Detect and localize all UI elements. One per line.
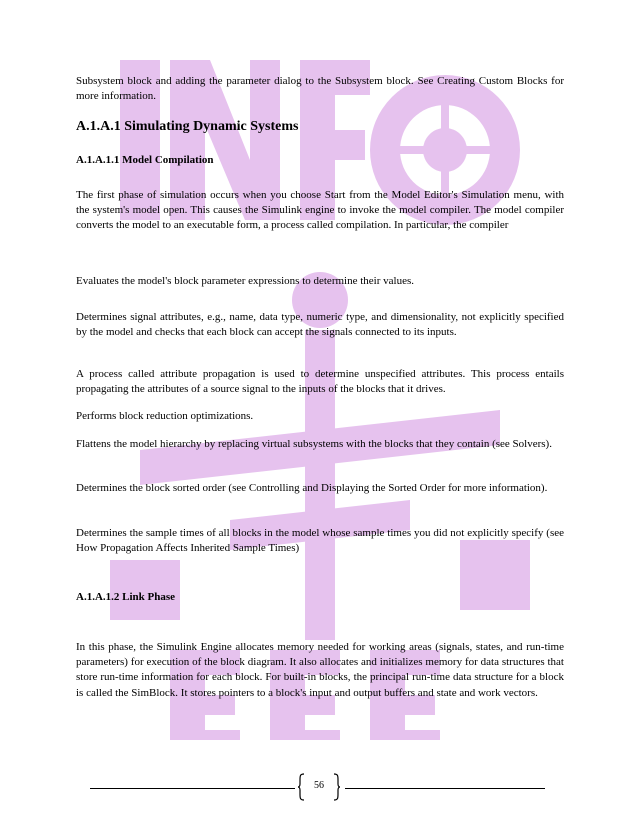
paragraph-block-reduction: Performs block reduction optimizations. — [76, 410, 254, 422]
footer-rule-left — [90, 788, 295, 789]
paragraph-attribute-propagation: A process called attribute propagation is used to determine unspecified attributes. This process entails propagating the attributes of a source signal to the inputs of the blocks that it drives. — [76, 368, 564, 396]
page-number: 56 — [314, 780, 324, 791]
paragraph-first-phase: The first phase of simulation occurs when you choose Start from the Model Editor's Simulation menu, with the system's model open. This causes the Simulink engine to invoke the model compiler. The model compiler converts the model to an executable form, a process called compilation. In particular, the compiler — [76, 189, 564, 232]
footer-rule-right — [345, 788, 545, 789]
footer-bracket-left — [298, 773, 305, 801]
subsection-heading-link-phase: A.1.A.1.2 Link Phase — [76, 591, 176, 603]
paragraph-signal-attributes: Determines signal attributes, e.g., name, data type, numeric type, and dimensionality, not explicitly specified by the model and checks that each block can accept the signals connected to its inputs. — [76, 311, 564, 339]
paragraph-sorted-order: Determines the block sorted order (see Controlling and Displaying the Sorted Order for more information). — [76, 482, 548, 494]
paragraph-link-phase: In this phase, the Simulink Engine allocates memory needed for working areas (signals, states, and run-time parameters) for execution of the block diagram. It also allocates and initializes memory for data structures that store run-time information for each block. For built-in blocks, the principal run-time data structure for a block is called the SimBlock. It stores pointers to a block's input and output buffers and state and work vectors. — [76, 641, 564, 699]
section-heading: A.1.A.1 Simulating Dynamic Systems — [76, 119, 299, 134]
footer-bracket-right — [333, 773, 340, 801]
subsection-heading-model-compilation: A.1.A.1.1 Model Compilation — [76, 154, 214, 166]
paragraph-sample-times: Determines the sample times of all blocks in the model whose sample times you did not explicitly specify (see How Propagation Affects Inherited Sample Times) — [76, 527, 564, 555]
paragraph-evaluates: Evaluates the model's block parameter expressions to determine their values. — [76, 275, 414, 287]
paragraph-flattens: Flattens the model hierarchy by replacing virtual subsystems with the blocks that they contain (see Solvers). — [76, 438, 552, 450]
paragraph-intro: Subsystem block and adding the parameter dialog to the Subsystem block. See Creating Custom Blocks for more information. — [76, 75, 564, 103]
